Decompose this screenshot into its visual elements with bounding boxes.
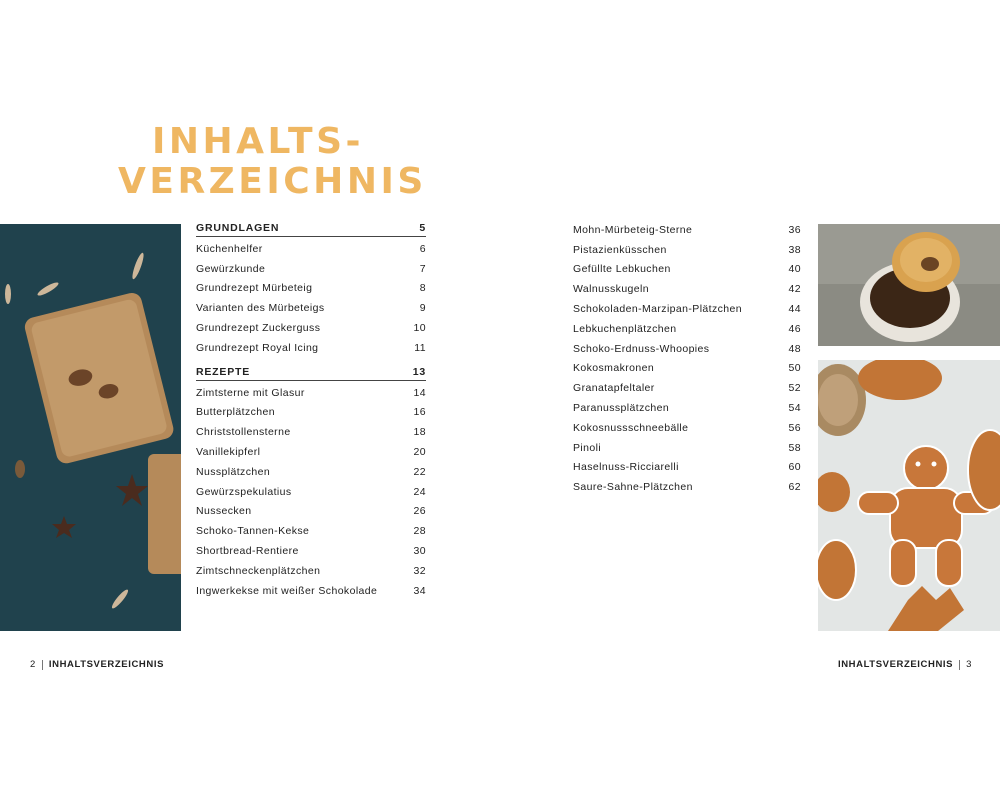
entry-title: Pinoli — [573, 441, 602, 454]
toc-entry[interactable] — [196, 521, 426, 541]
entry-page: 11 — [414, 341, 426, 354]
toc-entry[interactable] — [573, 240, 801, 260]
entry-page: 50 — [788, 362, 801, 375]
entry-title: Küchenhelfer — [196, 242, 263, 255]
toc-entry[interactable] — [573, 279, 801, 299]
toc-entry[interactable] — [573, 477, 801, 497]
toc-entry[interactable] — [573, 220, 801, 240]
entry-title: Varianten des Mürbeteigs — [196, 302, 325, 315]
entry-title: Zimtschneckenplätzchen — [196, 564, 321, 577]
entry-title: Haselnuss-Ricciarelli — [573, 461, 679, 474]
entry-title: Lebkuchenplätzchen — [573, 322, 677, 335]
toc-entry[interactable] — [196, 561, 426, 581]
page-title — [118, 121, 427, 202]
toc-entry[interactable] — [196, 541, 426, 561]
toc-entry[interactable] — [573, 260, 801, 280]
toc-left-column — [196, 220, 426, 601]
entry-title: Shortbread-Rentiere — [196, 545, 299, 558]
entry-title: Vanillekipferl — [196, 446, 261, 459]
entry-page: 20 — [413, 446, 426, 459]
entry-page: 34 — [413, 584, 426, 597]
entry-page: 7 — [419, 262, 426, 275]
toc-section-heading[interactable] — [196, 220, 426, 237]
entry-page: 36 — [788, 223, 801, 236]
entry-page: 56 — [788, 421, 801, 434]
entry-page: 32 — [413, 564, 426, 577]
entry-page: 60 — [788, 461, 801, 474]
entry-title: Gewürzspekulatius — [196, 485, 292, 498]
entry-page: 46 — [788, 322, 801, 335]
toc-entry[interactable] — [196, 338, 426, 358]
toc-entry[interactable] — [196, 239, 426, 259]
entry-title: Paranussplätzchen — [573, 402, 670, 415]
entry-title: Mohn-Mürbeteig-Sterne — [573, 223, 693, 236]
page-number: 2 — [30, 659, 36, 670]
entry-title: Kokosmakronen — [573, 362, 655, 375]
toc-entry[interactable] — [573, 438, 801, 458]
entry-page: 40 — [788, 263, 801, 276]
gingerbread-photo — [818, 360, 1000, 631]
toc-entry[interactable] — [196, 482, 426, 502]
footer-divider — [959, 660, 960, 670]
entry-title: Schokoladen-Marzipan-Plätzchen — [573, 303, 743, 316]
entry-page: 54 — [788, 402, 801, 415]
toc-entry[interactable] — [573, 458, 801, 478]
toc-entry[interactable] — [196, 383, 426, 403]
entry-page: 9 — [419, 302, 426, 315]
entry-page: 38 — [788, 243, 801, 256]
toc-entry[interactable] — [196, 279, 426, 299]
entry-page: 22 — [413, 465, 426, 478]
entry-page: 62 — [788, 481, 801, 494]
entry-page: 44 — [788, 303, 801, 316]
entry-title: Ingwerkekse mit weißer Schokolade — [196, 584, 378, 597]
entry-title: Christstollensterne — [196, 426, 291, 439]
cookies-photo — [0, 224, 181, 631]
toc-entry[interactable] — [573, 319, 801, 339]
entry-page: 28 — [413, 525, 426, 538]
entry-page: 16 — [413, 406, 426, 419]
entry-page: 14 — [413, 386, 426, 399]
entry-title: Gewürzkunde — [196, 262, 266, 275]
toc-entry[interactable] — [196, 581, 426, 601]
entry-page: 26 — [413, 505, 426, 518]
toc-entry[interactable] — [196, 462, 426, 482]
entry-title: Walnusskugeln — [573, 283, 650, 296]
toc-entry[interactable] — [573, 339, 801, 359]
toc-entry[interactable] — [196, 442, 426, 462]
toc-entry[interactable] — [573, 398, 801, 418]
section-page: 5 — [419, 222, 426, 234]
entry-title: Zimtsterne mit Glasur — [196, 386, 305, 399]
entry-title: Kokosnussschneebälle — [573, 421, 689, 434]
entry-title: Schoko-Tannen-Kekse — [196, 525, 310, 538]
title-line-1: INHALTS- — [152, 121, 364, 162]
entry-title: Schoko-Erdnuss-Whoopies — [573, 342, 710, 355]
toc-entry[interactable] — [196, 403, 426, 423]
entry-page: 48 — [788, 342, 801, 355]
footer-left — [30, 659, 164, 670]
toc-entry[interactable] — [573, 418, 801, 438]
toc-entry[interactable] — [573, 299, 801, 319]
entry-title: Grundrezept Zuckerguss — [196, 322, 321, 335]
section-title: GRUNDLAGEN — [196, 222, 280, 234]
entry-title: Nussecken — [196, 505, 252, 518]
toc-entry[interactable] — [196, 422, 426, 442]
entry-page: 52 — [788, 382, 801, 395]
toc-entry[interactable] — [196, 259, 426, 279]
entry-page: 58 — [788, 441, 801, 454]
toc-entry[interactable] — [573, 378, 801, 398]
toc-entry[interactable] — [573, 359, 801, 379]
title-line-2: VERZEICHNIS — [118, 161, 427, 202]
page-number: 3 — [966, 659, 972, 670]
entry-title: Gefüllte Lebkuchen — [573, 263, 671, 276]
toc-entry[interactable] — [196, 318, 426, 338]
entry-title: Granatapfeltaler — [573, 382, 655, 395]
entry-page: 8 — [419, 282, 426, 295]
entry-page: 10 — [413, 322, 426, 335]
toc-section-heading[interactable] — [196, 364, 426, 381]
footer-right — [838, 659, 972, 670]
section-title: REZEPTE — [196, 365, 251, 378]
toc-right-column — [573, 220, 801, 497]
entry-title: Butterplätzchen — [196, 406, 275, 419]
entry-title: Saure-Sahne-Plätzchen — [573, 481, 693, 494]
entry-page: 42 — [788, 283, 801, 296]
entry-page: 18 — [413, 426, 426, 439]
footer-divider — [42, 660, 43, 670]
entry-page: 6 — [419, 242, 426, 255]
running-head: INHALTSVERZEICHNIS — [837, 659, 954, 670]
entry-page: 24 — [413, 485, 426, 498]
running-head: INHALTSVERZEICHNIS — [48, 659, 165, 670]
entry-page: 30 — [413, 545, 426, 558]
section-page: 13 — [412, 365, 426, 378]
toc-entry[interactable] — [196, 298, 426, 318]
entry-title: Pistazienküsschen — [573, 243, 667, 256]
entry-title: Grundrezept Mürbeteig — [196, 282, 313, 295]
entry-title: Grundrezept Royal Icing — [196, 341, 319, 354]
coffee-cookie-photo — [818, 224, 1000, 346]
toc-entry[interactable] — [196, 502, 426, 522]
entry-title: Nussplätzchen — [196, 465, 271, 478]
